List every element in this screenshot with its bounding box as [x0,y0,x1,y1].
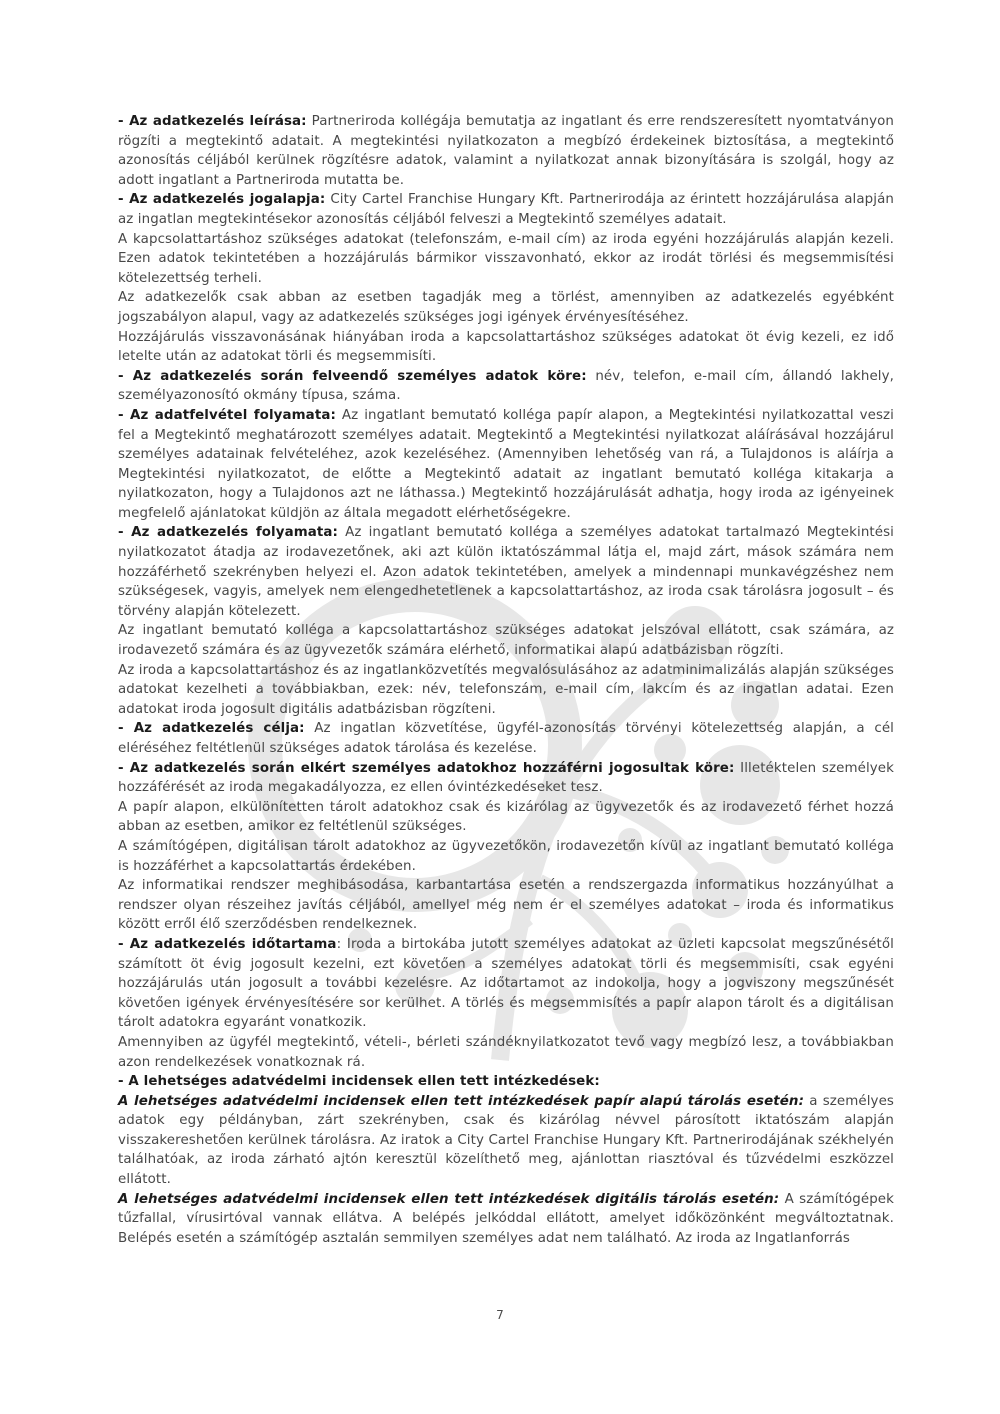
paragraph-lead: - Az adatkezelés során felveendő személyes adatok köre: [118,368,587,384]
page-number: 7 [496,1308,504,1322]
document-body [118,112,894,1248]
paragraph-text: Az adatkezelők csak abban az esetben tagadják meg a törlést, amennyiben az adatkezelés egyébként jogszabályon alapul, vagy az adatkezelés szükséges jogi igények érvényesítéséhez. [118,290,894,325]
paragraph-text: A számítógépen, digitálisan tárolt adatokhoz az ügyvezetőkön, irodavezetőn kívül az ingatlant bemutató kolléga is hozzáférhet a kapcsolattartás érdekében. [118,838,894,874]
paragraph-text: : Iroda a birtokába jutott személyes adatokat az üzleti kapcsolat megszűnésétől számított öt évig jogosult kezelni, ezt követően a személyes adatokat törli és megsemmisíti, csak egyéni hozzájárulás után jogosult a további kezelésre. Az időtartamot az indokolja, hogy a jogviszony megszűnését követően igények érvényesítésére sor kerülhet. A törlés és megsemmisítés a papír alapon tárolt és a digitálisan tárolt adatokra egyaránt vonatkozik. [118,936,894,1031]
paragraph [118,523,894,621]
paragraph-text: Amennyiben az ügyfél megtekintő, vételi-, bérleti szándéknyilatkozatot tevő vagy megbízó lesz, a továbbiakban azon rendelkezések vonatkoznak rá. [118,1034,894,1070]
paragraph [118,621,894,660]
paragraph [118,406,894,524]
paragraph-text: Az ingatlan közvetítése, ügyfél-azonosítás törvényi kötelezettség alapján, a cél eléréséhez feltétlenül szükséges adatok tárolása és kezelése. [118,721,894,756]
paragraph-text: Az ingatlant bemutató kolléga a kapcsolattartáshoz szükséges adatokat jelszóval ellátott, csak számára, az irodavezető számára és az ügyvezetők számára elérhető, informatikai alapú adatbázisban rögzíti. [118,623,894,659]
paragraph-text: A kapcsolattartáshoz szükséges adatokat (telefonszám, e-mail cím) az iroda egyéni hozzájárulás alapján kezeli. Ezen adatok tekintetében a hozzájárulás bármikor visszavonható, ekkor az irodát törlési és megsemmisítési kötelezettség terheli. [118,231,894,286]
paragraph [118,798,894,837]
paragraph-text: Partneriroda kollégája bemutatja az ingatlant és erre rendszeresített nyomtatványon rögzíti a megtekintő adatait. A megtekintési nyilatkozaton a megbízó érdekeinek biztosítása, a megtekintő azonosítás céljából kerülnek rögzítésre adatok, valamint a nyilatkozat annak bizonyítására is szolgál, hogy az adott ingatlant a Partneriroda mutatta be. [118,114,894,188]
paragraph [118,837,894,876]
paragraph-text: Az informatikai rendszer meghibásodása, karbantartása esetén a rendszergazda informatikus hozzányúlhat a rendszer olyan részeihez javítás céljából, amellyel még nem ér el személyes adatokat – iroda és informatikus között erről élő szerződésben rendelkeznek. [118,878,894,933]
paragraph [118,328,894,367]
paragraph-text: Az ingatlant bemutató kolléga a személyes adatokat tartalmazó Megtekintési nyilatkozatot átadja az irodavezetőnek, aki azt külön iktatószámmal látja el, majd zárt, mások számára nem hozzáférhető szekrényben helyezi el. Azon adatok tekintetében, amelyek a mindennapi munkavégzéshez nem szükségesek, vagyis, amelyek nem elengedhetetlenek a kapcsolattartáshoz, az iroda csak tárolásra jogosult – és törvény alapján kötelezett. [118,525,894,619]
paragraph-lead: - Az adatkezelés célja: [118,721,305,737]
paragraph [118,367,894,406]
paragraph-lead: - Az adatkezelés időtartama [118,936,337,952]
paragraph [118,112,894,190]
paragraph [118,661,894,720]
paragraph-lead: - Az adatkezelés folyamata: [118,525,338,541]
paragraph-lead: - Az adatkezelés jogalapja: [118,192,326,208]
paragraph [118,230,894,289]
paragraph [118,719,894,758]
paragraph-text: A számítógépek tűzfallal, vírusirtóval vannak ellátva. A belépés jelkóddal ellátott, amelyet időközönként megváltoztatnak. Belépés esetén a számítógép asztalán semmilyen személyes adat nem található. Az iroda az Ingatlanforrás [118,1191,895,1246]
paragraph-lead: A lehetséges adatvédelmi incidensek ellen tett intézkedések papír alapú tárolás esetén: [118,1093,805,1109]
paragraph-lead: - A lehetséges adatvédelmi incidensek ellen tett intézkedések: [118,1074,600,1090]
paragraph-text: City Cartel Franchise Hungary Kft. Partnerirodája az érintett hozzájárulása alapján az ingatlan megtekintésekor azonosítás céljából felveszi a Megtekintő személyes adatait. [118,192,894,227]
paragraph [118,1072,894,1092]
paragraph [118,1092,894,1190]
paragraph [118,759,894,798]
paragraph-text: Hozzájárulás visszavonásának hiányában iroda a kapcsolattartáshoz szükséges adatokat öt évig kezeli, ez idő letelte után az adatokat törli és megsemmisíti. [118,329,894,365]
paragraph [118,876,894,935]
paragraph-text: Az iroda a kapcsolattartáshoz és az ingatlanközvetítés megvalósulásához az adatminimalizálás alapján szükséges adatokat kezelheti a továbbiakban, ezek: név, telefonszám, e-mail cím, lakcím és az ingatlan adatai. Ezen adatokat iroda jogosult digitális adatbázisban rögzíteni. [118,662,894,717]
paragraph-text: Illetéktelen személyek hozzáférését az iroda megakadályozza, ez ellen óvintézkedéseket tesz. [118,760,894,796]
paragraph [118,1033,894,1072]
paragraph [118,190,894,229]
paragraph-text: A papír alapon, elkülönítetten tárolt adatokhoz csak és kizárólag az ügyvezetők és az irodavezető férhet hozzá abban az esetben, amikor ez feltétlenül szükséges. [118,799,894,835]
paragraph [118,288,894,327]
paragraph-text: Az ingatlant bemutató kolléga papír alapon, a Megtekintési nyilatkozattal veszi fel a Megtekintő meghatározott személyes adatait. Megtekintő a Megtekintési nyilatkozat aláírásával hozzájárul személyes adatainak felvételéhez, azok kezeléséhez. (Amennyiben lehetőség van rá, a Tulajdonos is aláírja a Megtekintési nyilatkozatot, de előtte a Megtekintő adatait az ingatlant bemutató kolléga kitakarja a nyilatkozaton, hogy a Tulajdonos azt ne láthassa.) Megtekintő hozzájárulását adhatja, hogy iroda az igényeinek megfelelő ajánlatokat küldjön az általa megadott elérhetőségekre. [118,407,895,521]
paragraph-lead: A lehetséges adatvédelmi incidensek ellen tett intézkedések digitális tárolás esetén: [118,1191,780,1207]
paragraph-lead: - Az adatkezelés leírása: [118,114,307,129]
paragraph-text: név, telefon, e-mail cím, állandó lakhely, személyazonosító okmány típusa, száma. [118,368,894,404]
paragraph [118,935,894,1033]
paragraph-lead: - Az adatkezelés során elkért személyes adatokhoz hozzáférni jogosultak köre: [118,760,735,776]
paragraph-lead: - Az adatfelvétel folyamata: [118,407,336,423]
paragraph-text: a személyes adatok egy példányban, zárt szekrényben, csak és kizárólag névvel párosított iktatószám alapján visszakereshetően kerülnek tárolásra. Az iratok a City Cartel Franchise Hungary Kft. Partnerirodájának székhelyén találhatóak, az iroda zárható ajtón keresztül közelíthető meg, ajánlottan riasztóval és tűzvédelmi eszközzel ellátott. [118,1093,894,1188]
paragraph [118,1190,894,1249]
